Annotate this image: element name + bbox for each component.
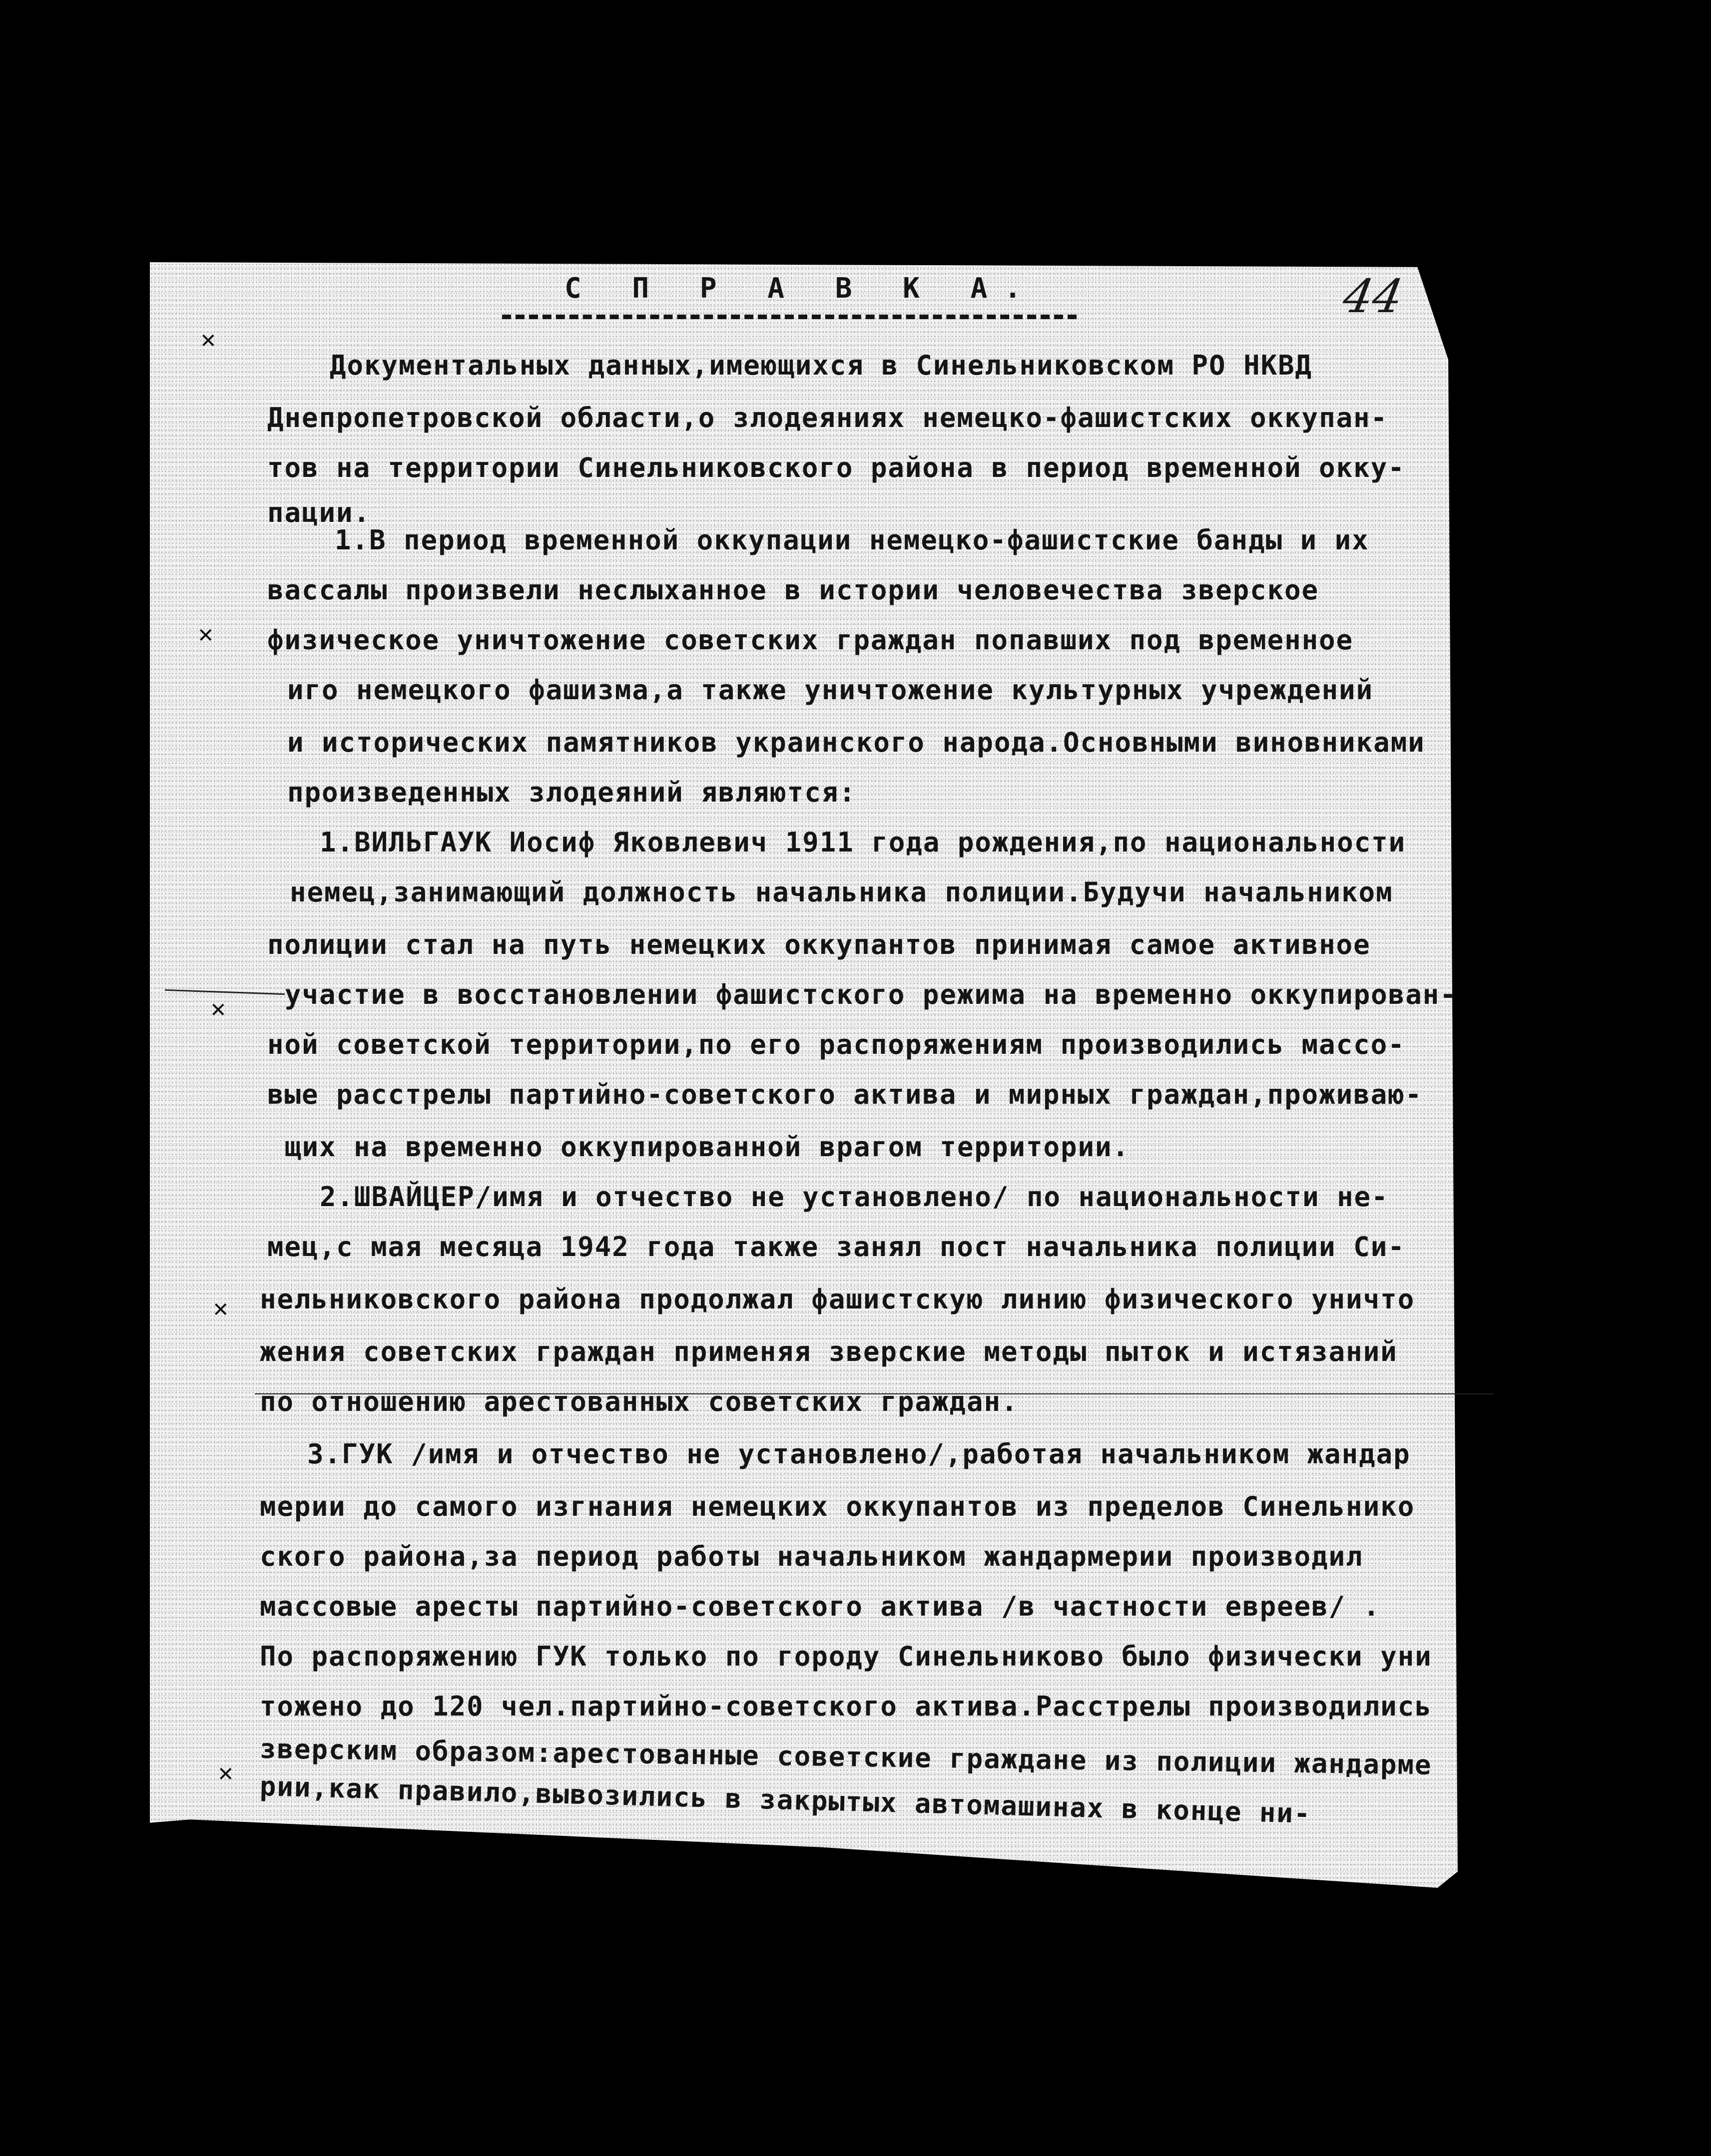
person-1-line: щих на временно оккупированной врагом территории. bbox=[285, 1131, 1130, 1163]
person-2-line: жения советских граждан применяя зверские методы пыток и истязаний bbox=[260, 1336, 1398, 1367]
person-1-line: полиции стал на путь немецких оккупантов принимая самое активное bbox=[267, 929, 1371, 960]
intro-line: тов на территории Синельниковского района в период временной окку- bbox=[267, 452, 1405, 483]
person-3-line: массовые аресты партийно-советского актива /в частности евреев/ . bbox=[260, 1591, 1381, 1622]
person-3-line: тожено до 120 чел.партийно-советского актива.Расстрелы производились bbox=[260, 1691, 1432, 1722]
section-1-line: 1.В период временной оккупации немецко-фашистские банды и их bbox=[335, 524, 1369, 556]
person-1-line: участие в восстановлении фашистского режима на временно оккупирован- bbox=[285, 979, 1457, 1010]
person-2-line: мец,с мая месяца 1942 года также занял пост начальника полиции Си- bbox=[267, 1231, 1405, 1263]
person-1-line: ной советской территории,по его распоряжениям производились массо- bbox=[267, 1029, 1405, 1060]
margin-check-mark-icon: ✕ bbox=[217, 1763, 234, 1786]
person-3-line: 3.ГУК /имя и отчество не установлено/,работая начальником жандар bbox=[307, 1438, 1411, 1470]
section-1-line: и исторических памятников украинского народа.Основными виновниками bbox=[287, 727, 1425, 758]
person-1-line: немец,занимающий должность начальника полиции.Будучи начальником bbox=[290, 876, 1393, 908]
handwritten-page-number: 44 bbox=[1339, 270, 1407, 323]
person-3-line: мерии до самого изгнания немецких оккупантов из пределов Синельнико bbox=[260, 1491, 1415, 1522]
person-2-line: 2.ШВАЙЦЕР/имя и отчество не установлено/ по национальности не- bbox=[320, 1181, 1389, 1213]
document-title: С П Р А В К А. bbox=[565, 272, 1039, 305]
title-underline bbox=[502, 315, 1077, 319]
margin-check-mark-icon: ✕ bbox=[212, 1298, 229, 1321]
person-1-line: 1.ВИЛЬГАУК Иосиф Яковлевич 1911 года рождения,по национальности bbox=[320, 827, 1406, 858]
intro-line: Документальных данных,имеющихся в Синельниковском РО НКВД bbox=[330, 350, 1313, 381]
intro-line: Днепропетровской области,о злодеяниях немецко-фашистских оккупан- bbox=[267, 402, 1388, 433]
person-3-line: ского района,за период работы начальником жандармерии производил bbox=[260, 1541, 1363, 1572]
person-3-line: рии,как правило,вывозились в закрытых автомашинах в конце ни- bbox=[259, 1770, 1312, 1830]
person-3-line: зверским образом:арестованные советские граждане из полиции жандарме bbox=[259, 1733, 1432, 1781]
section-1-line: вассалы произвели неслыханное в истории человечества зверское bbox=[267, 574, 1319, 606]
person-2-line: нельниковского района продолжал фашистскую линию физического уничто bbox=[260, 1284, 1415, 1315]
person-3-line: По распоряжению ГУК только по городу Синельниково было физически уни bbox=[260, 1641, 1432, 1672]
margin-check-mark-icon: ✕ bbox=[197, 624, 214, 647]
section-1-line: иго немецкого фашизма,а также уничтожение культурных учреждений bbox=[287, 674, 1374, 706]
person-2-line: по отношению арестованных советских граждан. bbox=[260, 1386, 1019, 1417]
person-1-line: вые расстрелы партийно-советского актива и мирных граждан,проживаю- bbox=[267, 1079, 1423, 1110]
section-1-line: произведенных злодеяний являются: bbox=[287, 777, 856, 808]
margin-check-mark-icon: ✕ bbox=[200, 330, 217, 353]
margin-check-mark-icon: ✕ bbox=[210, 999, 227, 1022]
section-1-line: физическое уничтожение советских граждан попавших под временное bbox=[267, 624, 1354, 656]
intro-line: пации. bbox=[267, 497, 371, 528]
